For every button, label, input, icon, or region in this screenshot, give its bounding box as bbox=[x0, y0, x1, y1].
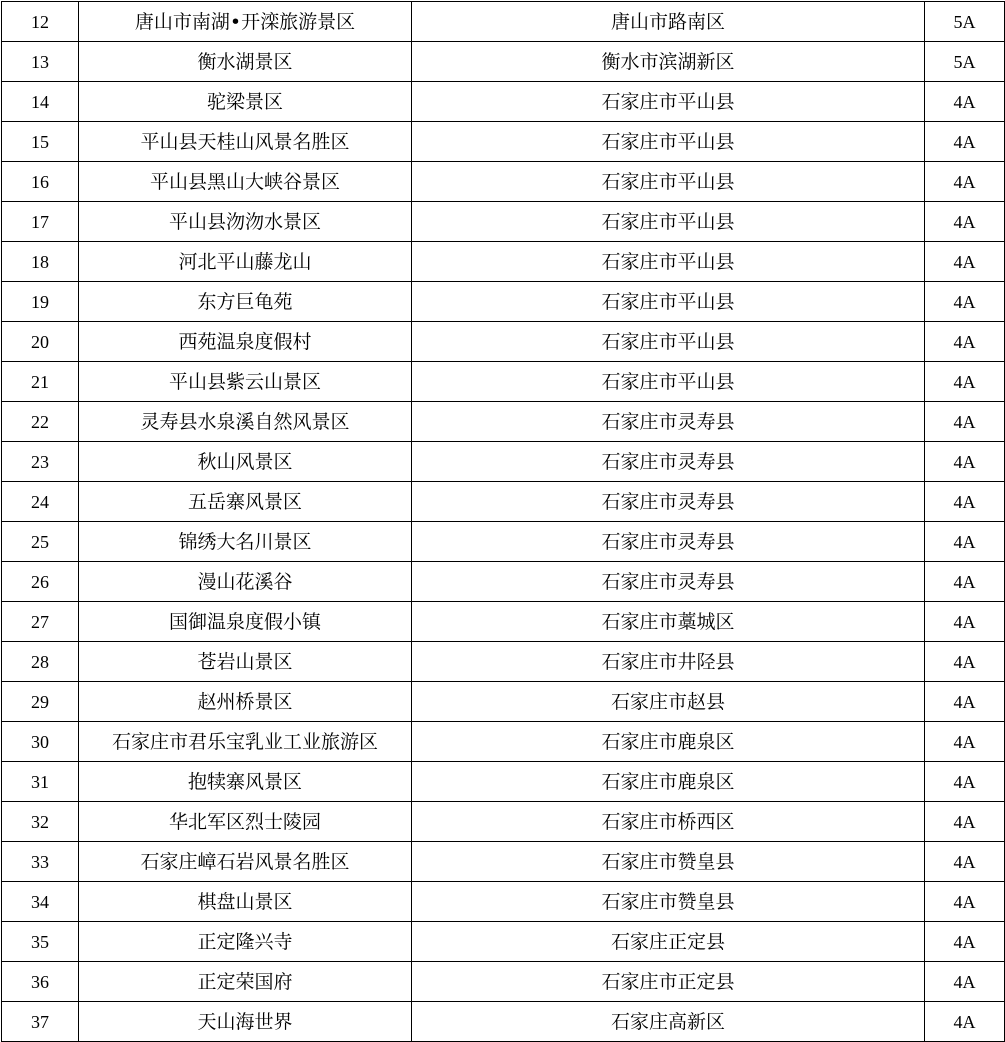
row-number-cell: 24 bbox=[2, 482, 79, 522]
table-row bbox=[2, 842, 1005, 882]
scenic-area-name-cell: 东方巨龟苑 bbox=[79, 282, 412, 322]
row-number-cell: 37 bbox=[2, 1002, 79, 1042]
row-number-cell: 30 bbox=[2, 722, 79, 762]
table-row bbox=[2, 362, 1005, 402]
grade-cell: 4A bbox=[925, 1002, 1005, 1042]
scenic-area-name-cell: 平山县天桂山风景名胜区 bbox=[79, 122, 412, 162]
location-cell: 衡水市滨湖新区 bbox=[412, 42, 925, 82]
grade-cell: 4A bbox=[925, 402, 1005, 442]
scenic-area-table bbox=[1, 1, 1005, 1042]
grade-cell: 4A bbox=[925, 962, 1005, 1002]
table-row bbox=[2, 602, 1005, 642]
location-cell: 石家庄市平山县 bbox=[412, 362, 925, 402]
grade-cell: 4A bbox=[925, 122, 1005, 162]
location-cell: 石家庄市平山县 bbox=[412, 242, 925, 282]
scenic-area-name-cell: 灵寿县水泉溪自然风景区 bbox=[79, 402, 412, 442]
grade-cell: 4A bbox=[925, 562, 1005, 602]
scenic-area-name-cell: 石家庄市君乐宝乳业工业旅游区 bbox=[79, 722, 412, 762]
location-cell: 石家庄正定县 bbox=[412, 922, 925, 962]
grade-cell: 4A bbox=[925, 642, 1005, 682]
location-cell: 石家庄市灵寿县 bbox=[412, 442, 925, 482]
location-cell: 石家庄市赞皇县 bbox=[412, 842, 925, 882]
table-row bbox=[2, 642, 1005, 682]
grade-cell: 4A bbox=[925, 842, 1005, 882]
row-number-cell: 28 bbox=[2, 642, 79, 682]
grade-cell: 5A bbox=[925, 42, 1005, 82]
grade-cell: 4A bbox=[925, 762, 1005, 802]
scenic-area-name-cell: 天山海世界 bbox=[79, 1002, 412, 1042]
location-cell: 石家庄市灵寿县 bbox=[412, 562, 925, 602]
scenic-area-name-cell: 漫山花溪谷 bbox=[79, 562, 412, 602]
scenic-area-name-cell: 华北军区烈士陵园 bbox=[79, 802, 412, 842]
table-row bbox=[2, 42, 1005, 82]
grade-cell: 4A bbox=[925, 482, 1005, 522]
table-row bbox=[2, 482, 1005, 522]
scenic-area-name-cell: 河北平山藤龙山 bbox=[79, 242, 412, 282]
grade-cell: 4A bbox=[925, 82, 1005, 122]
location-cell: 石家庄市平山县 bbox=[412, 322, 925, 362]
scenic-area-name-cell: 驼梁景区 bbox=[79, 82, 412, 122]
grade-cell: 4A bbox=[925, 362, 1005, 402]
grade-cell: 4A bbox=[925, 722, 1005, 762]
row-number-cell: 15 bbox=[2, 122, 79, 162]
table-row bbox=[2, 82, 1005, 122]
scenic-area-name-cell: 赵州桥景区 bbox=[79, 682, 412, 722]
row-number-cell: 35 bbox=[2, 922, 79, 962]
scenic-area-name-cell: 五岳寨风景区 bbox=[79, 482, 412, 522]
location-cell: 石家庄市灵寿县 bbox=[412, 522, 925, 562]
table-row bbox=[2, 1002, 1005, 1042]
scenic-area-name-cell: 平山县黑山大峡谷景区 bbox=[79, 162, 412, 202]
row-number-cell: 29 bbox=[2, 682, 79, 722]
grade-cell: 5A bbox=[925, 2, 1005, 42]
location-cell: 石家庄市灵寿县 bbox=[412, 482, 925, 522]
table-row bbox=[2, 722, 1005, 762]
location-cell: 石家庄市平山县 bbox=[412, 282, 925, 322]
table-row bbox=[2, 242, 1005, 282]
row-number-cell: 33 bbox=[2, 842, 79, 882]
location-cell: 石家庄市平山县 bbox=[412, 162, 925, 202]
row-number-cell: 25 bbox=[2, 522, 79, 562]
scenic-area-name-cell: 衡水湖景区 bbox=[79, 42, 412, 82]
location-cell: 石家庄市平山县 bbox=[412, 82, 925, 122]
row-number-cell: 20 bbox=[2, 322, 79, 362]
location-cell: 石家庄市鹿泉区 bbox=[412, 722, 925, 762]
scenic-area-name-cell: 抱犊寨风景区 bbox=[79, 762, 412, 802]
table-row bbox=[2, 202, 1005, 242]
location-cell: 石家庄市平山县 bbox=[412, 202, 925, 242]
scenic-area-name-cell: 正定隆兴寺 bbox=[79, 922, 412, 962]
table-row bbox=[2, 562, 1005, 602]
scenic-area-name-cell: 平山县紫云山景区 bbox=[79, 362, 412, 402]
scenic-area-name-cell: 正定荣国府 bbox=[79, 962, 412, 1002]
row-number-cell: 31 bbox=[2, 762, 79, 802]
scenic-area-name-cell: 石家庄嶂石岩风景名胜区 bbox=[79, 842, 412, 882]
location-cell: 石家庄市井陉县 bbox=[412, 642, 925, 682]
grade-cell: 4A bbox=[925, 202, 1005, 242]
table-row bbox=[2, 282, 1005, 322]
table-row bbox=[2, 2, 1005, 42]
row-number-cell: 21 bbox=[2, 362, 79, 402]
location-cell: 石家庄市赞皇县 bbox=[412, 882, 925, 922]
table-row bbox=[2, 922, 1005, 962]
location-cell: 石家庄市赵县 bbox=[412, 682, 925, 722]
row-number-cell: 32 bbox=[2, 802, 79, 842]
grade-cell: 4A bbox=[925, 442, 1005, 482]
grade-cell: 4A bbox=[925, 682, 1005, 722]
table-row bbox=[2, 162, 1005, 202]
grade-cell: 4A bbox=[925, 602, 1005, 642]
grade-cell: 4A bbox=[925, 882, 1005, 922]
row-number-cell: 13 bbox=[2, 42, 79, 82]
scenic-area-name-cell: 棋盘山景区 bbox=[79, 882, 412, 922]
row-number-cell: 19 bbox=[2, 282, 79, 322]
scenic-area-name-cell: 秋山风景区 bbox=[79, 442, 412, 482]
row-number-cell: 18 bbox=[2, 242, 79, 282]
grade-cell: 4A bbox=[925, 522, 1005, 562]
table-row bbox=[2, 402, 1005, 442]
table-row bbox=[2, 762, 1005, 802]
scenic-area-name-cell: 锦绣大名川景区 bbox=[79, 522, 412, 562]
row-number-cell: 16 bbox=[2, 162, 79, 202]
table-body bbox=[2, 2, 1005, 1042]
table-row bbox=[2, 122, 1005, 162]
table-row bbox=[2, 802, 1005, 842]
location-cell: 石家庄市灵寿县 bbox=[412, 402, 925, 442]
scenic-area-name-cell: 平山县沕沕水景区 bbox=[79, 202, 412, 242]
table-row bbox=[2, 962, 1005, 1002]
grade-cell: 4A bbox=[925, 282, 1005, 322]
table-row bbox=[2, 682, 1005, 722]
row-number-cell: 14 bbox=[2, 82, 79, 122]
grade-cell: 4A bbox=[925, 802, 1005, 842]
location-cell: 唐山市路南区 bbox=[412, 2, 925, 42]
grade-cell: 4A bbox=[925, 242, 1005, 282]
row-number-cell: 17 bbox=[2, 202, 79, 242]
table-row bbox=[2, 522, 1005, 562]
row-number-cell: 36 bbox=[2, 962, 79, 1002]
table-row bbox=[2, 882, 1005, 922]
table-row bbox=[2, 442, 1005, 482]
location-cell: 石家庄市鹿泉区 bbox=[412, 762, 925, 802]
row-number-cell: 27 bbox=[2, 602, 79, 642]
scenic-area-name-cell: 苍岩山景区 bbox=[79, 642, 412, 682]
row-number-cell: 26 bbox=[2, 562, 79, 602]
location-cell: 石家庄市藁城区 bbox=[412, 602, 925, 642]
row-number-cell: 34 bbox=[2, 882, 79, 922]
location-cell: 石家庄市桥西区 bbox=[412, 802, 925, 842]
location-cell: 石家庄市平山县 bbox=[412, 122, 925, 162]
scenic-area-name-cell: 西苑温泉度假村 bbox=[79, 322, 412, 362]
row-number-cell: 22 bbox=[2, 402, 79, 442]
location-cell: 石家庄高新区 bbox=[412, 1002, 925, 1042]
location-cell: 石家庄市正定县 bbox=[412, 962, 925, 1002]
grade-cell: 4A bbox=[925, 922, 1005, 962]
scenic-area-name-cell: 国御温泉度假小镇 bbox=[79, 602, 412, 642]
grade-cell: 4A bbox=[925, 322, 1005, 362]
table-row bbox=[2, 322, 1005, 362]
row-number-cell: 12 bbox=[2, 2, 79, 42]
row-number-cell: 23 bbox=[2, 442, 79, 482]
scenic-area-name-cell: 唐山市南湖•开滦旅游景区 bbox=[79, 2, 412, 42]
grade-cell: 4A bbox=[925, 162, 1005, 202]
